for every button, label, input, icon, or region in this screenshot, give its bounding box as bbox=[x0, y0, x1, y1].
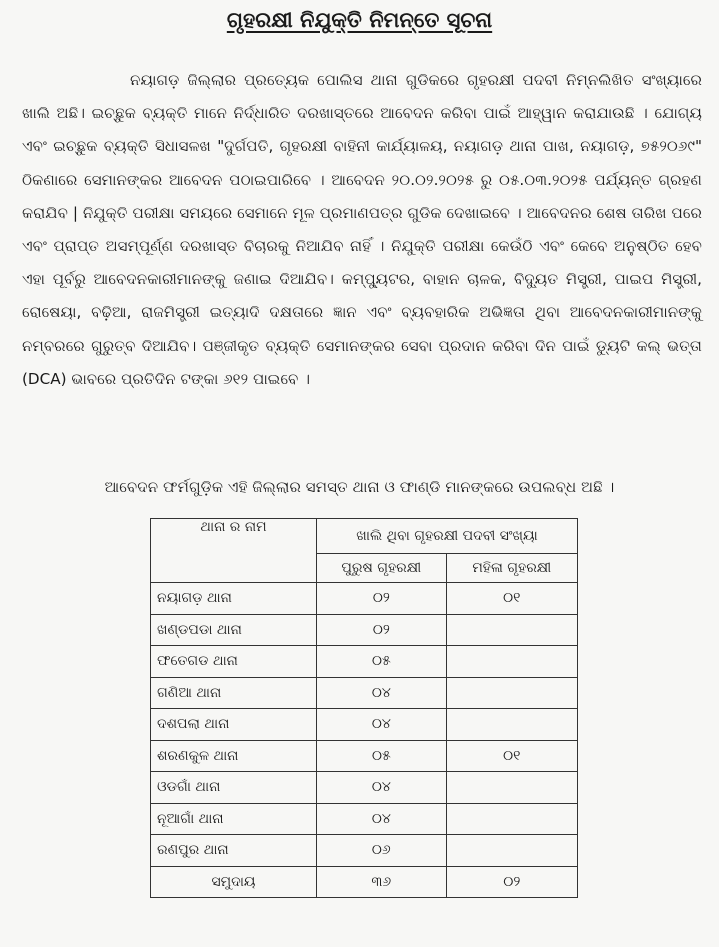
station-name: ଖଣ୍ଡପଡା ଥାନା bbox=[151, 614, 317, 646]
male-count: ୦୪ bbox=[317, 772, 447, 804]
table-row bbox=[151, 772, 578, 804]
station-name: ଫତେଗଡ ଥାନା bbox=[151, 646, 317, 678]
female-count bbox=[446, 646, 577, 678]
table-row bbox=[151, 709, 578, 741]
header-vacancy-count: ଖାଲି ଥିବା ଗୃହରକ୍ଷୀ ପଦବୀ ସଂଖ୍ୟା bbox=[317, 519, 578, 554]
table-row bbox=[151, 614, 578, 646]
female-count bbox=[446, 803, 577, 835]
female-count: ୦୧ bbox=[446, 740, 577, 772]
table-row bbox=[151, 677, 578, 709]
table-row bbox=[151, 740, 578, 772]
station-name: ଗଣିଆ ଥାନା bbox=[151, 677, 317, 709]
station-name: ନୟାଗଡ଼ ଥାନା bbox=[151, 583, 317, 615]
header-female: ମହିଳା ଗୃହରକ୍ଷୀ bbox=[446, 554, 577, 583]
table-row bbox=[151, 835, 578, 867]
total-female: ୦୨ bbox=[446, 866, 577, 898]
male-count: ୦୫ bbox=[317, 740, 447, 772]
notice-body: ନୟାଗଡ଼ ଜିଲ୍ଲାର ପ୍ରତ୍ୟେକ ପୋଲିସ ଥାନା ଗୁଡିକରେ ଗୃହରକ୍ଷୀ ପଦବୀ ନିମ୍ନଲିଖିତ ସଂଖ୍ୟାରେ ଖାଲି ଅଛି। ଇଚ୍ଛୁକ ବ୍ୟକ୍ତି ମାନେ ନିର୍ଦ୍ଧାରିତ ଦରଖାସ୍ତରେ ଆବେଦନ କରିବା ପାଇଁ ଆହ୍ୱାନ କରାଯାଉଛି । ଯୋଗ୍ୟ ଏବଂ ଇଚ୍ଛୁକ ବ୍ୟକ୍ତି ସିଧାସଳଖ "ଦୁର୍ଗପତି, ଗୃହରକ୍ଷୀ ବାହିନୀ କାର୍ଯ୍ୟାଳୟ, ନୟାଗଡ଼ ଥାନା ପାଖ, ନୟାଗଡ଼, ୭୫୨୦୬୯" ଠିକଣାରେ ସେମାନଙ୍କର ଆବେଦନ ପଠାଇପାରିବେ । ଆବେଦନ ୨୦.୦୨.୨୦୨୫ ରୁ ୦୫.୦୩.୨୦୨୫ ପର୍ଯ୍ୟନ୍ତ ଗ୍ରହଣ କରାଯିବ | ନିଯୁକ୍ତି ପରୀକ୍ଷା ସମୟରେ ସେମାନେ ମୂଳ ପ୍ରମାଣପତ୍ର ଗୁଡିକ ଦେଖାଇବେ । ଆବେଦନର ଶେଷ ତାରିଖ ପରେ ଏବଂ ପ୍ରାପ୍ତ ଅସମ୍ପୂର୍ଣ୍ଣ ଦରଖାସ୍ତ ବିଚାରକୁ ନିଆଯିବ ନାହିଁ । ନିଯୁକ୍ତି ପରୀକ୍ଷା କେଉଁଠି ଏବଂ କେବେ ଅନୁଷ୍ଠିତ ହେବ ଏହା ପୂର୍ବରୁ ଆବେଦନକାରୀମାନଙ୍କୁ ଜଣାଇ ଦିଆଯିବ। କମ୍ପ୍ୟୁଟର, ବାହାନ ଚାଳକ, ବିଦ୍ୟୁତ ମିସ୍ତ୍ରୀ, ପାଇପ ମିସ୍ତ୍ରୀ, ରୋଷେୟା, ବଢ଼ିଆ, ରାଜମିସ୍ତ୍ରୀ ଇତ୍ୟାଦି ଦକ୍ଷତାରେ ଜ୍ଞାନ ଏବଂ ବ୍ୟବହାରିକ ଅଭିଜ୍ଞତା ଥିବା ଆବେଦନକାରୀମାନଙ୍କୁ ନମ୍ବରରେ ଗୁରୁତ୍ବ ଦିଆଯିବ। ପଞ୍ଜୀକୃତ ବ୍ୟକ୍ତି ସେମାନଙ୍କର ସେବା ପ୍ରଦାନ କରିବା ଦିନ ପାଇଁ ଡ୍ୟୁଟି କଲ୍ ଭତ୍ତା (DCA) ଭାବରେ ପ୍ରତିଦିନ ଟଙ୍କା ୬୧୨ ପାଇବେ । bbox=[22, 71, 702, 388]
female-count bbox=[446, 614, 577, 646]
female-count bbox=[446, 772, 577, 804]
station-name: ଓଡଗାଁ ଥାନା bbox=[151, 772, 317, 804]
vacancy-table bbox=[150, 518, 578, 898]
notice-title: ଗୃହରକ୍ଷୀ ନିଯୁକ୍ତି ନିମନ୍ତେ ସୂଚନା bbox=[226, 8, 493, 32]
female-count bbox=[446, 709, 577, 741]
male-count: ୦୨ bbox=[317, 583, 447, 615]
female-count bbox=[446, 677, 577, 709]
table-row bbox=[151, 803, 578, 835]
station-name: ଦଶପଲା ଥାନା bbox=[151, 709, 317, 741]
total-row bbox=[151, 866, 578, 898]
total-label: ସମୁଦାୟ bbox=[151, 866, 317, 898]
male-count: ୦୫ bbox=[317, 646, 447, 678]
total-male: ୩୬ bbox=[317, 866, 447, 898]
male-count: ୦୨ bbox=[317, 614, 447, 646]
table-row bbox=[151, 646, 578, 678]
male-count: ୦୪ bbox=[317, 709, 447, 741]
male-count: ୦୪ bbox=[317, 677, 447, 709]
station-name: ରଣପୁର ଥାନା bbox=[151, 835, 317, 867]
station-name: ଶରଣକୁଳ ଥାନା bbox=[151, 740, 317, 772]
male-count: ୦୪ bbox=[317, 803, 447, 835]
female-count: ୦୧ bbox=[446, 583, 577, 615]
male-count: ୦୬ bbox=[317, 835, 447, 867]
header-male: ପୁରୁଷ ଗୃହରକ୍ଷୀ bbox=[317, 554, 447, 583]
application-form-note: ଆବେଦନ ଫର୍ମଗୁଡ଼ିକ ଏହି ଜିଲ୍ଲାର ସମସ୍ତ ଥାନା ଓ ଫାଣ୍ଡି ମାନଙ୍କରେ ଉପଲବ୍ଧ ଅଛି । bbox=[104, 478, 615, 496]
female-count bbox=[446, 835, 577, 867]
header-station-name: ଥାନା ର ନାମ bbox=[151, 519, 317, 583]
station-name: ନୂଆଗାଁ ଥାନା bbox=[151, 803, 317, 835]
table-row bbox=[151, 583, 578, 615]
